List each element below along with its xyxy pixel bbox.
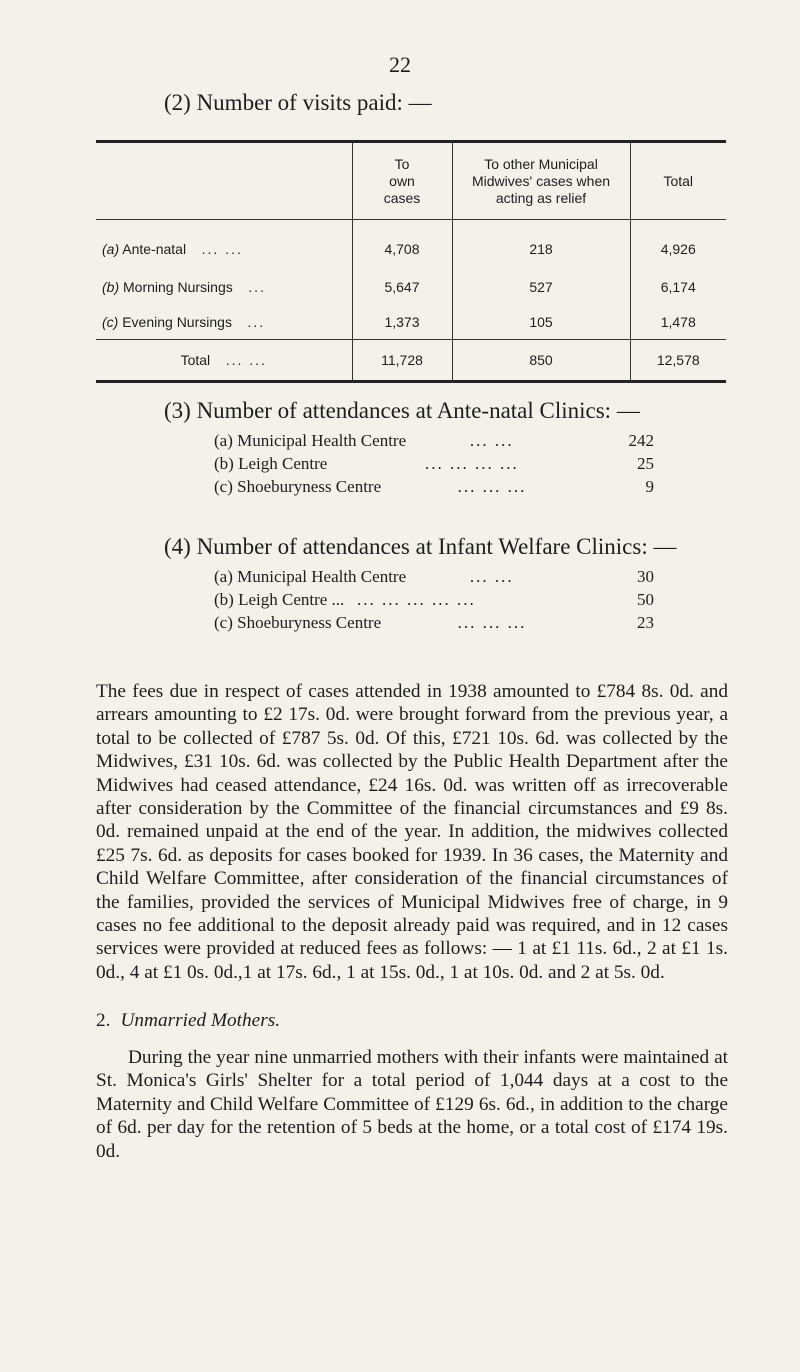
section-title: Unmarried Mothers.	[120, 1010, 281, 1031]
item-label: (a) Municipal Health Centre	[214, 431, 407, 450]
header-total	[630, 143, 726, 220]
total-other: 850	[452, 340, 630, 382]
row-label-text: Evening Nursings	[122, 313, 232, 330]
header-line: own	[389, 172, 415, 189]
table-row	[96, 304, 726, 340]
leader-dots: ... ... ... ... ...	[357, 590, 476, 609]
header-line: cases	[383, 189, 421, 206]
list-item	[214, 454, 654, 477]
leader-dots: ... ...	[225, 352, 267, 368]
total-own: 11,728	[352, 340, 452, 382]
cell-other: 105	[452, 304, 630, 340]
row-letter: (a)	[102, 240, 120, 257]
leader-dots: ... ... ...	[457, 477, 527, 496]
leader-dots: ... ... ...	[457, 613, 527, 632]
header-other-midwives	[452, 143, 630, 220]
cell-own: 4,708	[352, 220, 452, 270]
infant-welfare-list	[214, 567, 654, 636]
item-label: (c) Shoeburyness Centre	[214, 477, 382, 496]
list-item	[214, 590, 654, 613]
total-label-text: Total	[180, 352, 211, 368]
antenatal-heading: (3) Number of attendances at Ante-natal Clinics: —	[164, 398, 640, 423]
list-item	[214, 613, 654, 636]
item-label: (c) Shoeburyness Centre	[214, 613, 382, 632]
cell-total: 6,174	[630, 269, 726, 304]
list-item	[214, 567, 654, 590]
cell-own: 1,373	[352, 304, 452, 340]
header-blank	[96, 143, 352, 220]
cell-own: 5,647	[352, 269, 452, 304]
visits-heading: (2) Number of visits paid: —	[164, 90, 432, 115]
leader-dots: ... ... ... ...	[425, 454, 519, 473]
list-item	[214, 431, 654, 454]
row-label	[96, 220, 352, 270]
section-number: 2.	[96, 1010, 111, 1031]
total-label	[96, 340, 352, 382]
list-item	[214, 477, 654, 500]
infant-welfare-heading: (4) Number of attendances at Infant Welfare Clinics: —	[164, 534, 677, 559]
table-header-row	[96, 143, 726, 220]
leader-dots: ...	[247, 313, 266, 330]
row-label-text: Morning Nursings	[123, 278, 233, 295]
cell-total: 4,926	[630, 220, 726, 270]
table-row	[96, 269, 726, 304]
page-number: 22	[389, 52, 411, 77]
cell-other: 218	[452, 220, 630, 270]
row-label	[96, 304, 352, 340]
leader-dots: ...	[248, 278, 266, 295]
item-value: 30	[637, 567, 654, 586]
item-label: (b) Leigh Centre ...	[214, 590, 345, 609]
item-value: 9	[645, 477, 654, 496]
header-line: To other Municipal	[484, 155, 598, 172]
row-label-text: Ante-natal	[122, 240, 187, 257]
item-label: (a) Municipal Health Centre	[214, 567, 407, 586]
leader-dots: ... ...	[469, 431, 514, 450]
header-line: acting as relief	[495, 189, 587, 206]
unmarried-mothers-paragraph: During the year nine unmarried mothers with their infants were maintained at St. Monica's Girls' Shelter for a total period of 1,044 days at a cost to the Maternity and Child Welfare Committee of £129 6s. 6d., in addition to the charge of 6d. per day for the retention of 5 beds at the home, or a total cost of £174 19s. 0d.	[96, 1047, 728, 1162]
item-value: 242	[628, 431, 654, 450]
total-total: 12,578	[630, 340, 726, 382]
header-line: To	[394, 155, 410, 172]
row-label	[96, 269, 352, 304]
leader-dots: ... ...	[201, 240, 243, 257]
header-own-cases	[352, 143, 452, 220]
leader-dots: ... ...	[469, 567, 514, 586]
row-letter: (b)	[102, 278, 120, 295]
table-total-row	[96, 340, 726, 382]
visits-table	[96, 140, 726, 383]
cell-other: 527	[452, 269, 630, 304]
header-line: Midwives' cases when	[471, 172, 611, 189]
header-line: Total	[663, 172, 694, 189]
item-value: 50	[637, 590, 654, 609]
fees-paragraph: The fees due in respect of cases attended in 1938 amounted to £784 8s. 0d. and arrears amounting to £2 17s. 0d. were brought forward from the previous year, a total to be collected of £787 5s. 0d. Of this, £721 10s. 6d. was collected by the Midwives, £31 10s. 6d. was collected by the Public Health Department after the Midwives had ceased attendance, £24 16s. 0d. was written off as irrecoverable after consideration by the Committee of the financial circumstances and £9 8s. 0d. remained unpaid at the end of the year. In addition, the midwives collected £25 7s. 6d. as deposits for cases booked for 1939. In 36 cases, the Maternity and Child Welfare Committee, after consideration of the financial circumstances of the families, provided the services of Municipal Midwives free of charge, in 9 cases no fee additional to the deposit already paid was required, and in 12 cases services were provided at reduced fees as follows: — 1 at £1 11s. 6d., 2 at £1 1s. 0d., 4 at £1 0s. 0d.,1 at 17s. 6d., 1 at 15s. 0d., 1 at 10s. 0d. and 2 at 5s. 0d.	[96, 681, 728, 983]
item-value: 25	[637, 454, 654, 473]
cell-total: 1,478	[630, 304, 726, 340]
item-value: 23	[637, 613, 654, 632]
unmarried-mothers-heading	[96, 1010, 280, 1032]
row-letter: (c)	[102, 313, 119, 330]
antenatal-list	[214, 431, 654, 500]
table-row	[96, 220, 726, 270]
item-label: (b) Leigh Centre	[214, 454, 328, 473]
